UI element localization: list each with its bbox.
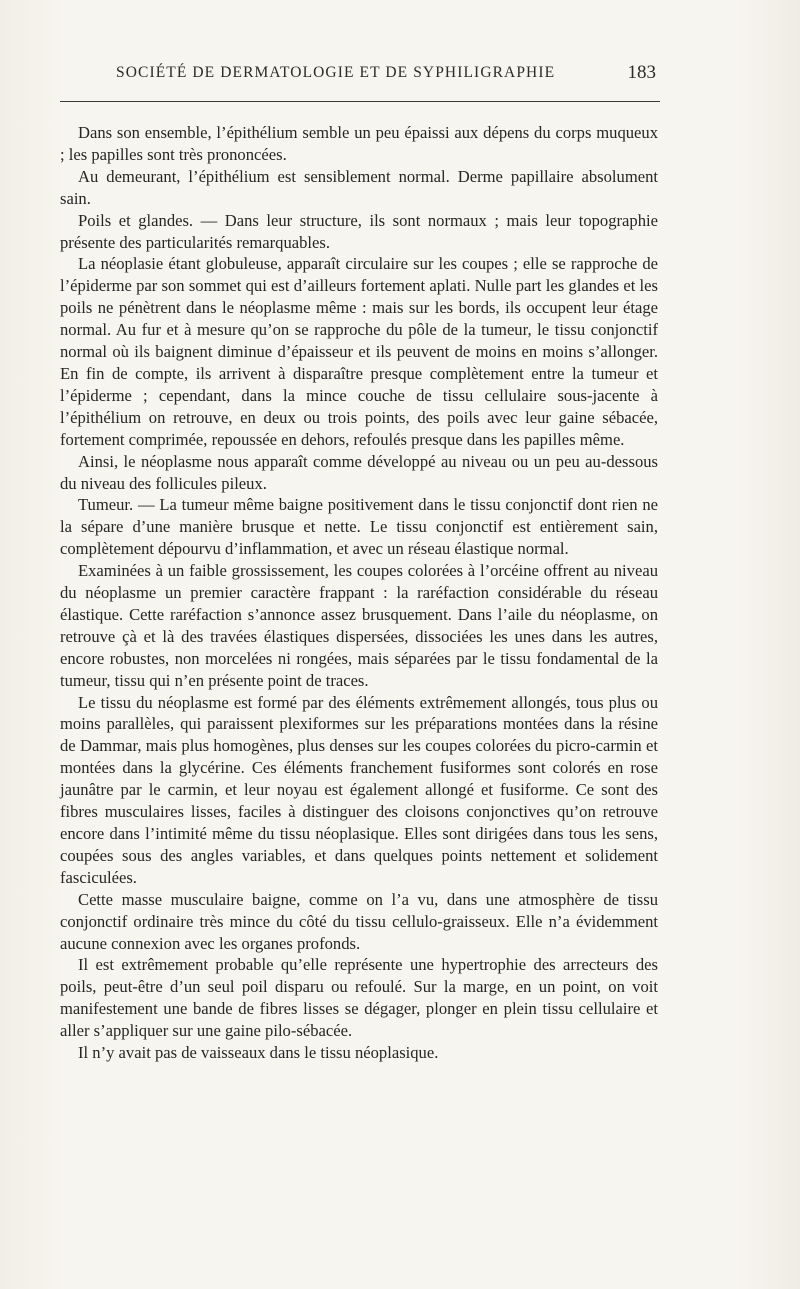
page-number: 183 (627, 62, 656, 83)
paragraph: Poils et glandes. — Dans leur structure, ils sont normaux ; mais leur topographie présente des particularités remarquables. (60, 210, 658, 252)
paragraph: Il n’y avait pas de vaisseaux dans le tissu néoplasique. (78, 1043, 439, 1063)
paragraph: Au demeurant, l’épithélium est sensiblement normal. Derme papillaire absolument sain. (60, 166, 658, 208)
paragraph: Examinées à un faible grossissement, les coupes colorées à l’orcéine offrent au niveau du néoplasme un premier caractère frappant : la raréfaction considérable du réseau élastique. Cette raréfaction s’annonce assez brusquement. Dans l’aile du néoplasme, on retrouve çà et là des travées élastiques dispersées, dissociées les unes dans les autres, encore robustes, non morcelées ni rongées, mais séparées par le tissu fondamental de la tumeur, tissu qui n’en présente point de traces. (60, 561, 658, 690)
page-header (60, 64, 660, 94)
header-rule (60, 101, 660, 102)
body-text (60, 122, 658, 1064)
paragraph: La néoplasie étant globuleuse, apparaît circulaire sur les coupes ; elle se rapproche de l’épiderme par son sommet qui est d’ailleurs fortement aplati. Nulle part les glandes et les poils ne pénètrent dans le néoplasme même : mais sur les bords, ils occupent leur étage normal. Au fur et à mesure qu’on se rapproche du pôle de la tumeur, le tissu conjonctif normal où ils baignent diminue d’épaisseur et ils peuvent de moins en moins s’allonger. En fin de compte, ils arrivent à disparaître presque complètement entre la tumeur et l’épiderme ; cependant, dans la mince couche de tissu cellulaire sous-jacente à l’épithélium on retrouve, en deux ou trois points, des poils avec leur gaine sébacée, fortement comprimée, repoussée en dehors, refoulés presque dans les papilles même. (60, 254, 658, 449)
paragraph: Cette masse musculaire baigne, comme on l’a vu, dans une atmosphère de tissu conjonctif ordinaire très mince du côté du tissu cellulo-graisseux. Elle n’a évidemment aucune connexion avec les organes profonds. (60, 889, 658, 953)
paragraph: Dans son ensemble, l’épithélium semble un peu épaissi aux dépens du corps muqueux ; les papilles sont très prononcées. (60, 123, 658, 164)
paragraph: Ainsi, le néoplasme nous apparaît comme développé au niveau ou un peu au-dessous du niveau des follicules pileux. (60, 451, 658, 493)
paragraph: Tumeur. — La tumeur même baigne positivement dans le tissu conjonctif dont rien ne la sépare d’une manière brusque et nette. Le tissu conjonctif est entièrement sain, complètement dépourvu d’inflammation, et avec un réseau élastique normal. (60, 495, 658, 559)
paragraph: Il est extrêmement probable qu’elle représente une hypertrophie des arrecteurs des poils, peut-être d’un seul poil disparu ou refoulé. Sur la marge, en un point, on voit manifestement une bande de fibres lisses se dégager, plonger en plein tissu cellulaire et aller s’appliquer sur une gaine pilo-sébacée. (60, 955, 658, 1041)
paragraph: Le tissu du néoplasme est formé par des éléments extrêmement allongés, tous plus ou moins parallèles, qui paraissent plexiformes sur les préparations montées dans la résine de Dammar, mais plus homogènes, plus denses sur les coupes colorées du picro-carmin et montées dans la glycérine. Ces éléments franchement fusiformes sont colorés en rose jaunâtre par le carmin, et leur noyau est également allongé et fusiforme. Ce sont des fibres musculaires lisses, faciles à distinguer des cloisons conjonctives qu’on retrouve encore dans l’intimité même du tissu néoplasique. Elles sont dirigées dans tous les sens, coupées sous des angles variables, et dans quelques points nettement et solidement fasciculées. (60, 692, 658, 887)
running-title: SOCIÉTÉ DE DERMATOLOGIE ET DE SYPHILIGRAPHIE (116, 64, 556, 81)
